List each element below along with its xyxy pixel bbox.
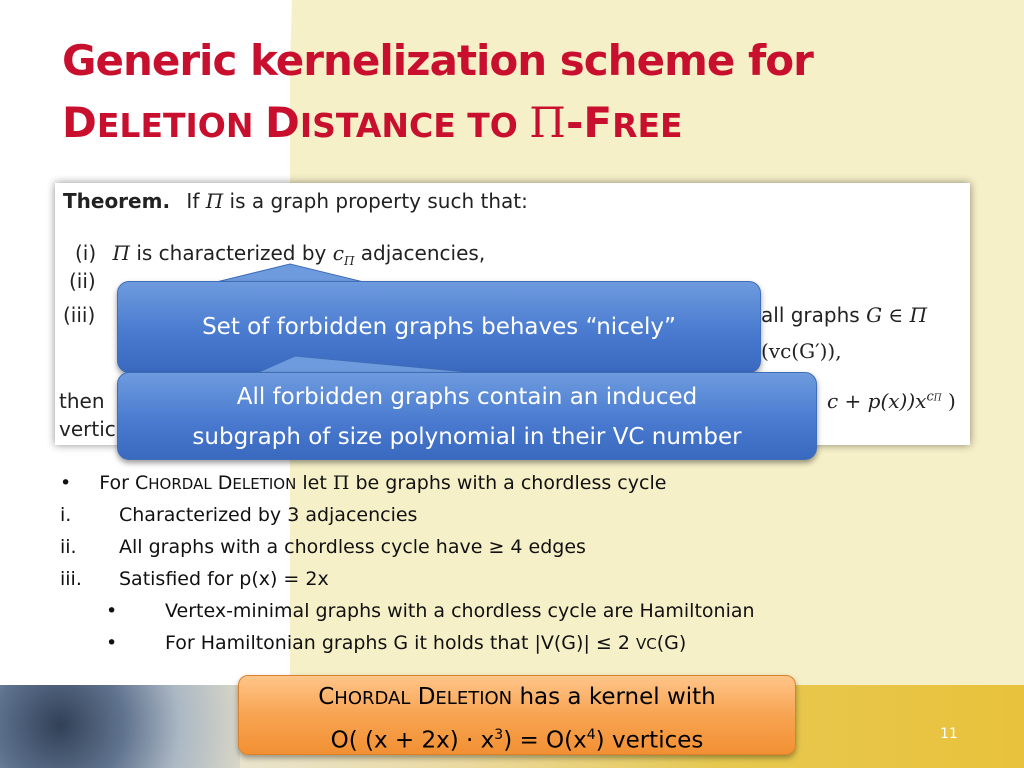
kernel-sup-4: 4 (586, 727, 596, 743)
title-ree: REE (612, 106, 683, 145)
kernel-formula-b: ) = O(x (503, 727, 587, 754)
title-dash-f: -F (565, 98, 613, 147)
callout-2-line-1: All forbidden graphs contain an induced (236, 384, 698, 410)
sub-bullet-hamiltonian: Vertex-minimal graphs with a chordless cycle are Hamiltonian (165, 600, 755, 622)
title-cap-d2: D (264, 98, 300, 147)
title-line-2 (62, 96, 962, 153)
theorem-heading: Theorem. (63, 189, 171, 213)
theorem-iii-vc (761, 339, 842, 363)
list-text-ii: All graphs with a chordless cycle have ≥ 4 edges (119, 536, 586, 558)
theorem-iii-all-graphs: all graphs (761, 303, 860, 327)
kernel-result-box (238, 675, 796, 755)
page-number: 11 (940, 726, 958, 742)
sub-bullet-2-vc: VC (635, 635, 657, 653)
sub-bullet-marker-2: • (106, 632, 118, 654)
kernel-rest: has a kernel with (519, 684, 716, 710)
list-marker-i: i. (60, 504, 72, 526)
title-cap-d: D (62, 98, 97, 147)
sub-bullet-marker-1: • (106, 600, 118, 622)
callout-2-line-2: subgraph of size polynomial in their VC number (192, 424, 742, 450)
kernel-line-2 (239, 717, 795, 759)
theorem-item-iii: (iii) (63, 303, 96, 327)
theorem-bound-text: c + p(x))x (827, 389, 927, 413)
callout-forbidden-graphs-nicely: Set of forbidden graphs behaves “nicely” (117, 281, 761, 373)
bullet-cap-d: D (217, 472, 233, 494)
theorem-bound-close: ) (947, 389, 956, 413)
kernel-formula-c: ) vertices (595, 727, 704, 754)
sub-bullet-vertex-bound (165, 632, 686, 654)
theorem-intro (63, 189, 528, 213)
bullet-for: For (99, 472, 129, 494)
bullet-pi: Π (332, 472, 350, 494)
sub-bullet-2-text: For Hamiltonian graphs G it holds that |V(G)| ≤ 2 (165, 632, 630, 654)
bullet-rest: be graphs with a chordless cycle (355, 472, 667, 494)
theorem-iii-in: ∈ (888, 303, 904, 327)
bullet-marker: • (60, 472, 72, 494)
kernel-eletion: ELETION (435, 688, 513, 709)
callout-induced-subgraph (117, 372, 817, 460)
theorem-pi: Π (205, 189, 224, 213)
theorem-iii-right (761, 303, 927, 327)
bullet-eletion: ELETION (232, 475, 297, 493)
list-marker-ii: ii. (60, 536, 77, 558)
bullet-cap-c: C (135, 472, 149, 494)
kernel-sup-3: 3 (494, 727, 504, 743)
list-marker-iii: iii. (60, 568, 82, 590)
bullet-hordal: HORDAL (148, 475, 212, 493)
slide-title (62, 34, 962, 153)
theorem-then: then (59, 389, 105, 413)
title-eletion: ELETION (96, 106, 254, 145)
theorem-iii-vc-text: (vc(G′)), (761, 339, 842, 363)
background-bottom-image (0, 685, 240, 768)
list-text-iii: Satisfied for p(x) = 2x (119, 568, 329, 590)
theorem-if: If (186, 189, 200, 213)
kernel-cap-d: D (417, 684, 436, 710)
title-istance: ISTANCE TO (299, 106, 518, 145)
title-line-1: Generic kernelization scheme for (62, 36, 813, 85)
theorem-bound (827, 389, 956, 413)
kernel-line-1 (239, 679, 795, 717)
theorem-bound-sup: c (926, 389, 934, 405)
theorem-iii-g: G (866, 303, 883, 327)
theorem-intro-text: is a graph property such that: (229, 189, 528, 213)
theorem-i-text-b: adjacencies, (360, 241, 486, 265)
kernel-formula-a: O( (x + 2x) · x (330, 727, 495, 754)
kernel-hordal: HORDAL (334, 688, 411, 709)
title-pi-symbol: Π (529, 98, 566, 147)
list-text-i: Characterized by 3 adjacencies (119, 504, 418, 526)
theorem-i-c-sub: Π (343, 254, 355, 268)
theorem-i-label: (i) (75, 241, 97, 265)
theorem-vertic: vertic (59, 417, 116, 441)
list-item-i (60, 504, 71, 526)
theorem-item-ii: (ii) (69, 269, 96, 293)
theorem-bound-sup-sub: Π (933, 393, 942, 404)
bullet-let: let (302, 472, 327, 494)
theorem-i-pi: Π (112, 241, 130, 265)
kernel-cap-c: C (318, 684, 335, 710)
theorem-iii-pi: Π (909, 303, 928, 327)
sub-bullet-2-text-b: (G) (656, 632, 687, 654)
theorem-i-c: c (332, 241, 344, 265)
bullet-chordal-deletion (60, 472, 666, 494)
theorem-i-text: is characterized by (136, 241, 327, 265)
